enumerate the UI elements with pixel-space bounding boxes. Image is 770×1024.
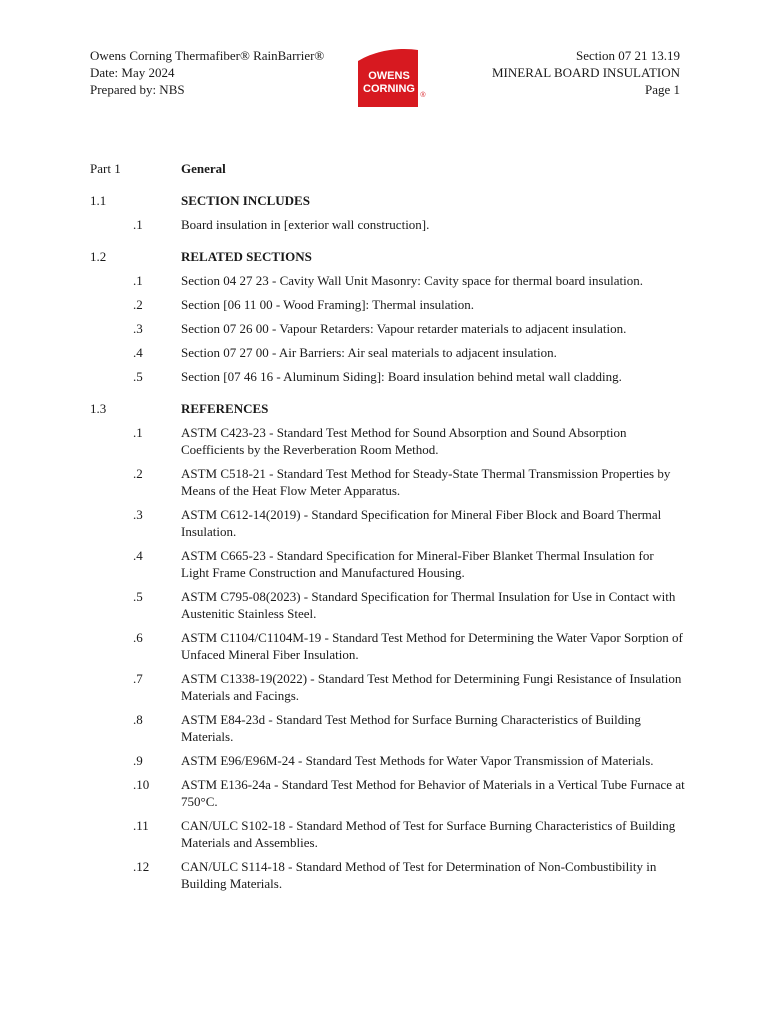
owens-corning-logo bbox=[356, 45, 430, 107]
list-item bbox=[90, 296, 685, 313]
list-item bbox=[90, 817, 685, 851]
document-date: Date: May 2024 bbox=[90, 65, 175, 80]
item-text: ASTM C612-14(2019) - Standard Specification for Mineral Fiber Block and Board Thermal Insulation. bbox=[181, 507, 662, 539]
item-number: .2 bbox=[133, 297, 143, 312]
article-title: SECTION INCLUDES bbox=[181, 193, 310, 208]
document-body bbox=[90, 160, 685, 899]
article-title: REFERENCES bbox=[181, 401, 269, 416]
item-text: ASTM E136-24a - Standard Test Method for Behavior of Materials in a Vertical Tube Furnace at 750°C. bbox=[181, 777, 685, 809]
item-number: .3 bbox=[133, 507, 143, 522]
item-text: ASTM C795-08(2023) - Standard Specification for Thermal Insulation for Use in Contact with Austenitic Stainless Steel. bbox=[181, 589, 676, 621]
product-name: Owens Corning Thermafiber® RainBarrier® bbox=[90, 48, 325, 63]
item-number: .1 bbox=[133, 217, 143, 232]
list-item bbox=[90, 588, 685, 622]
article-heading bbox=[90, 248, 685, 265]
page-number: Page 1 bbox=[644, 82, 680, 97]
item-text: Section 07 26 00 - Vapour Retarders: Vapour retarder materials to adjacent insulation. bbox=[181, 321, 627, 336]
item-number: .3 bbox=[133, 321, 143, 336]
article-number: 1.2 bbox=[90, 249, 107, 264]
section-number: Section 07 21 13.19 bbox=[576, 48, 680, 63]
item-number: .5 bbox=[133, 589, 143, 604]
item-number: .5 bbox=[133, 369, 143, 384]
item-text: Section 04 27 23 - Cavity Wall Unit Masonry: Cavity space for thermal board insulation. bbox=[181, 273, 643, 288]
part-heading bbox=[90, 160, 685, 177]
item-number: .1 bbox=[133, 273, 143, 288]
article-number: 1.1 bbox=[90, 193, 107, 208]
list-item bbox=[90, 776, 685, 810]
list-item bbox=[90, 272, 685, 289]
list-item bbox=[90, 344, 685, 361]
header-left bbox=[90, 47, 324, 98]
logo-text-corning: CORNING bbox=[363, 83, 415, 95]
item-number: .1 bbox=[133, 425, 143, 440]
part-title: General bbox=[181, 161, 226, 176]
item-number: .8 bbox=[133, 712, 143, 727]
item-number: .11 bbox=[133, 818, 149, 833]
item-text: Section [06 11 00 - Wood Framing]: Thermal insulation. bbox=[181, 297, 474, 312]
list-item bbox=[90, 711, 685, 745]
item-number: .9 bbox=[133, 753, 143, 768]
item-number: .4 bbox=[133, 548, 143, 563]
articles-list bbox=[90, 192, 685, 892]
list-item bbox=[90, 424, 685, 458]
item-number: .6 bbox=[133, 630, 143, 645]
item-text: CAN/ULC S114-18 - Standard Method of Test for Determination of Non-Combustibility in Building Materials. bbox=[181, 859, 657, 891]
list-item bbox=[90, 629, 685, 663]
item-text: Section [07 46 16 - Aluminum Siding]: Board insulation behind metal wall cladding. bbox=[181, 369, 622, 384]
item-number: .12 bbox=[133, 859, 150, 874]
list-item bbox=[90, 216, 685, 233]
article-title: RELATED SECTIONS bbox=[181, 249, 312, 264]
article-number: 1.3 bbox=[90, 401, 107, 416]
item-text: ASTM C423-23 - Standard Test Method for Sound Absorption and Sound Absorption Coefficients by the Reverberation Room Method. bbox=[181, 425, 627, 457]
article-heading bbox=[90, 400, 685, 417]
item-text: CAN/ULC S102-18 - Standard Method of Test for Surface Burning Characteristics of Building Materials and Assemblies. bbox=[181, 818, 676, 850]
item-text: Section 07 27 00 - Air Barriers: Air seal materials to adjacent insulation. bbox=[181, 345, 557, 360]
prepared-by: Prepared by: NBS bbox=[90, 82, 185, 97]
list-item bbox=[90, 547, 685, 581]
list-item bbox=[90, 368, 685, 385]
item-text: ASTM C518-21 - Standard Test Method for Steady-State Thermal Transmission Properties by Means of the Heat Flow Meter Apparatus. bbox=[181, 466, 671, 498]
header-right bbox=[492, 47, 680, 98]
list-item bbox=[90, 670, 685, 704]
item-number: .2 bbox=[133, 466, 143, 481]
list-item bbox=[90, 858, 685, 892]
item-text: ASTM C1338-19(2022) - Standard Test Method for Determining Fungi Resistance of Insulation Materials and Facings. bbox=[181, 671, 682, 703]
item-number: .7 bbox=[133, 671, 143, 686]
list-item bbox=[90, 752, 685, 769]
list-item bbox=[90, 320, 685, 337]
part-number: Part 1 bbox=[90, 161, 121, 176]
section-title: MINERAL BOARD INSULATION bbox=[491, 65, 680, 80]
item-text: ASTM C665-23 - Standard Specification for Mineral-Fiber Blanket Thermal Insulation for Light Frame Construction and Manufactured Housing. bbox=[181, 548, 654, 580]
list-item bbox=[90, 506, 685, 540]
logo-text-owens: OWENS bbox=[368, 70, 410, 82]
item-text: ASTM E96/E96M-24 - Standard Test Methods for Water Vapor Transmission of Materials. bbox=[181, 753, 654, 768]
list-item bbox=[90, 465, 685, 499]
item-text: ASTM C1104/C1104M-19 - Standard Test Method for Determining the Water Vapor Sorption of Unfaced Mineral Fiber Insulation. bbox=[181, 630, 683, 662]
item-number: .10 bbox=[133, 777, 150, 792]
article-heading bbox=[90, 192, 685, 209]
item-text: ASTM E84-23d - Standard Test Method for Surface Burning Characteristics of Building Materials. bbox=[181, 712, 641, 744]
item-text: Board insulation in [exterior wall construction]. bbox=[181, 217, 430, 232]
item-number: .4 bbox=[133, 345, 143, 360]
logo-registered-mark: ® bbox=[420, 92, 426, 99]
